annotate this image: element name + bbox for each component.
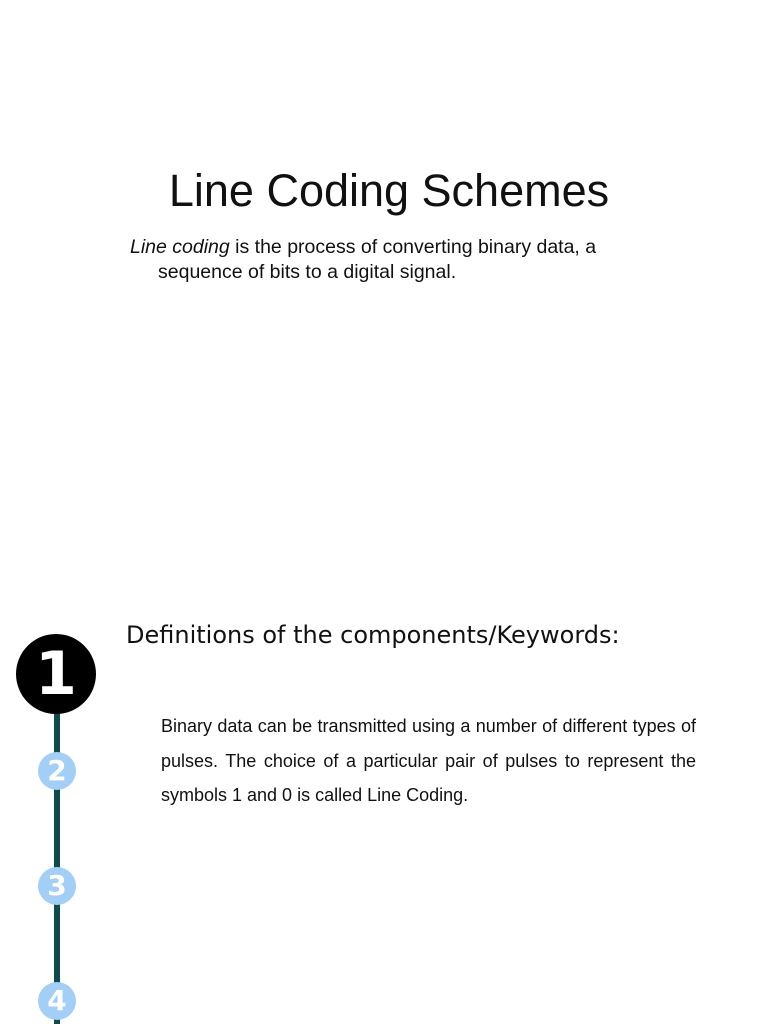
intro-paragraph [130,235,670,285]
step-2[interactable]: 2 [38,752,76,790]
intro-term: Line coding [130,236,230,258]
slide-title: Line Coding Schemes [168,165,610,216]
definitions-heading: Definitions of the components/Keywords: [126,621,620,649]
step-connector-line [54,700,60,1024]
step-3[interactable]: 3 [38,867,76,905]
step-4[interactable]: 4 [38,982,76,1020]
intro-line1-rest: is the process of converting binary data, a [229,236,597,258]
definitions-body: Binary data can be transmitted using a number of different types of pulses. The choice of a particular pair of pulses to represent the symbols 1 and 0 is called Line Coding. [161,716,696,805]
step-1-active[interactable]: 1 [16,634,96,714]
intro-line2: sequence of bits to a digital signal. [158,261,457,283]
